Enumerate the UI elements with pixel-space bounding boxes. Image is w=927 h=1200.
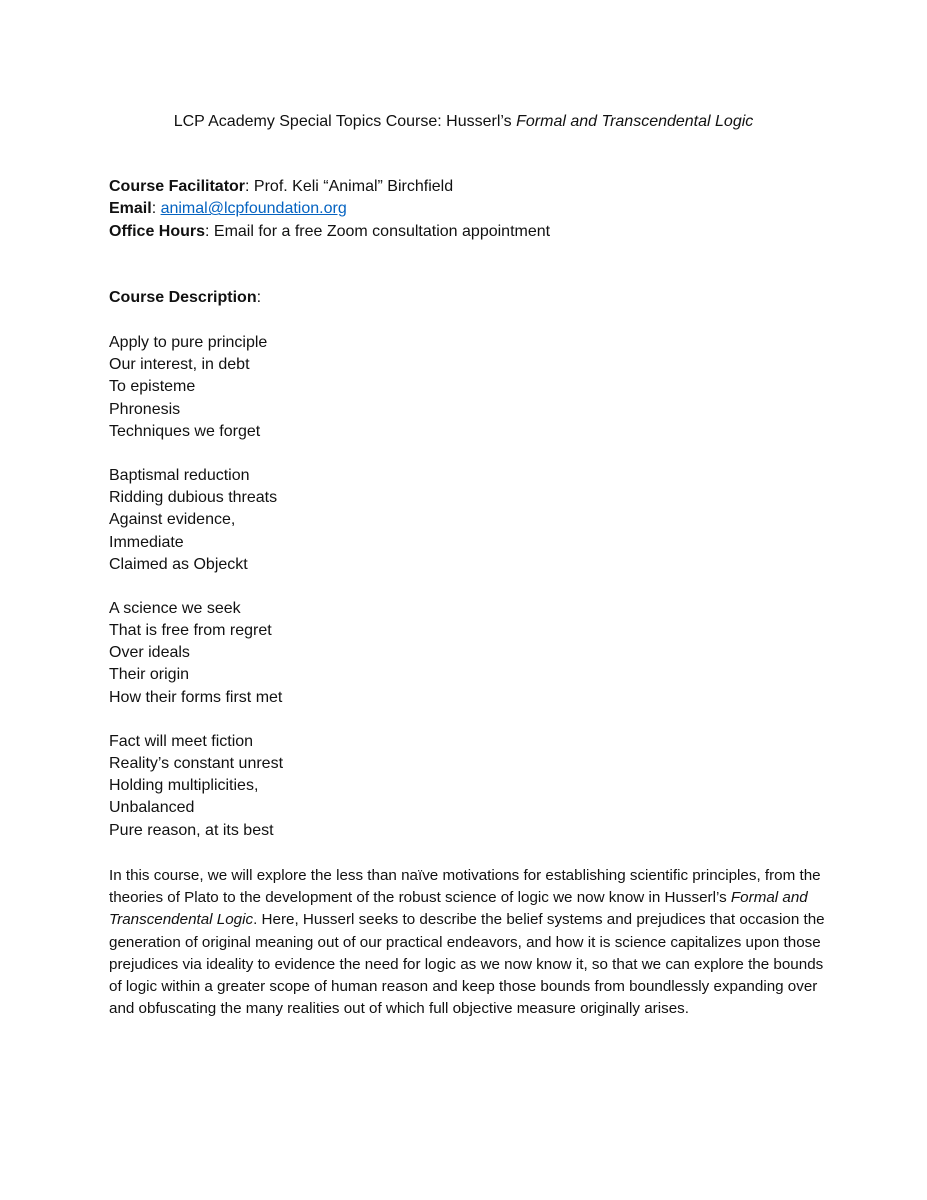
poem-line: Immediate [109,533,184,551]
poem-line: Ridding dubious threats [109,489,278,507]
email-link[interactable]: animal@lcpfoundation.org [160,200,347,218]
facilitator-label: Course Facilitator [109,178,246,195]
poem-stanza [109,598,283,709]
office-hours-line: Office Hours: Email for a free Zoom consultation appointment [109,222,551,240]
poem-line: That is free from regret [109,622,272,640]
poem-line: A science we seek [109,599,241,617]
poem-stanza [109,731,283,842]
poem-line: Reality’s constant unrest [109,755,284,772]
poem-line: Baptismal reduction [109,466,250,484]
poem-line: How their forms first met [109,688,283,706]
poem-line: Unbalanced [109,799,195,817]
title-book: Formal and Transcendental Logic [516,113,754,130]
paragraph-book-title: Formal and Transcendental Logic [109,889,808,929]
poem-line: Apply to pure principle [109,334,268,351]
email-label: Email [109,200,152,218]
office-hours-label: Office Hours [109,222,206,240]
poem-line: Claimed as Objeckt [109,555,248,573]
office-hours-value: Email for a free Zoom consultation appointment [213,222,551,240]
paragraph-part-1: In this course, we will explore the less than naïve motivations for establishing scientific principles, from the theories of Plato to the development of the robust science of logic we now know in Husserl’s [109,867,821,907]
poem-line: Techniques we forget [109,422,261,440]
poem-stanza [109,332,283,443]
poem-line: Against evidence, [109,511,236,529]
poem-line: Fact will meet fiction [109,732,254,750]
page-title [0,111,927,133]
paragraph-part-2: . Here, Husserl seeks to describe the belief systems and prejudices that occasion the generation of original meaning out of our practical endeavors, and how it is science capitalizes upon those prejudices via ideality to evidence the need for logic as we now know it, so that we can explore the bounds of logic within a greater scope of human reason and keep those bounds from boundlessly expanding over and obfuscating the many realities out of which full objective measure originally arises. [109,911,825,1018]
poem-line: Pure reason, at its best [109,821,274,839]
poem-line: Holding multiplicities, [109,777,259,795]
title-prefix: LCP Academy Special Topics Course: Husserl’s [173,113,517,130]
course-description-paragraph [109,865,829,1020]
poem-line: Phronesis [109,400,181,418]
facilitator-value: Prof. Keli “Animal” Birchfield [253,178,454,195]
poem-line: To episteme [109,378,196,396]
poem-line: Our interest, in debt [109,356,250,374]
email-line: Email: animal@lcpfoundation.org [109,200,347,218]
poem-stanza [109,465,283,576]
course-info [109,176,550,243]
description-heading-line: Course Description: [109,289,262,306]
poem-line: Over ideals [109,644,190,662]
poem-line: Their origin [109,666,190,684]
facilitator-line: Course Facilitator: Prof. Keli “Animal” Birchfield [109,178,454,195]
description-heading: Course Description [109,289,257,306]
poem [109,332,283,864]
